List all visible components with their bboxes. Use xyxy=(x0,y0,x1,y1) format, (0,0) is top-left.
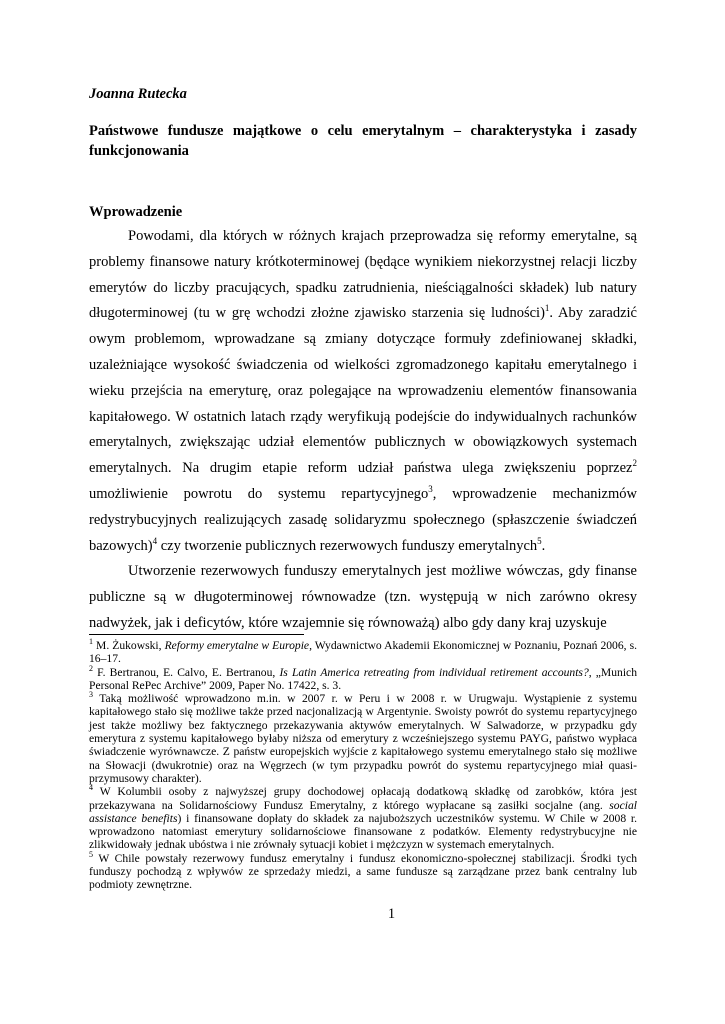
footnote-text: Wydawnictwo Akademii Ekonomicznej w Poznaniu, Poznań 2006, s. 16–17. xyxy=(89,639,637,666)
footnote-ref-5: 5 xyxy=(537,535,542,546)
footnote-ref-1: 1 xyxy=(544,303,550,314)
footnote-number: 3 xyxy=(89,690,93,700)
footnote-2 xyxy=(89,663,637,693)
footnote-text: Taką możliwość wprowadzono m.in. w 2007 r. w Peru i w 2008 r. w Urugwaju. Wystąpienie z systemu kapitałowego stało się możliwe także przed nacjonalizacją w Argentynie. Swoisty powrót do systemu repartycyjnego jest także możliwy bez faktycznego przekazywania aktywów emerytalnych. W Salwadorze, w przypadku gdy emerytura z systemu kapitałowego byłaby niższa od emerytury z wcześniejszego systemu PAYG, państwo wypłaca świadczenie wyrównawcze. Z państw europejskich wyjście z kapitałowego systemu emerytalnego stało się możliwe na Słowacji (dwukrotnie) oraz na Węgrzech (w tym przypadku powrót do systemu repartycyjnego miał quasi-przymusowy charakter). xyxy=(89,692,637,785)
footnote-text: W Chile powstały rezerwowy fundusz emerytalny i fundusz ekonomiczno-społecznej stabilizacji. Środki tych funduszy pochodzą z wpływów ze sprzedaży miedzi, a same fundusze są zarządzane przez bank centralny lub podmioty zewnętrzne. xyxy=(89,851,637,892)
footnote-5 xyxy=(89,849,637,892)
footnote-number: 4 xyxy=(89,783,93,793)
page-number: 1 xyxy=(387,906,396,922)
section-heading: Wprowadzenie xyxy=(89,204,183,220)
footnote-ref-2: 2 xyxy=(632,458,637,469)
body-paragraph-1 xyxy=(89,224,637,559)
footnote-number: 2 xyxy=(89,663,93,673)
footnote-number: 5 xyxy=(89,849,93,859)
footnote-1 xyxy=(89,639,637,666)
body-paragraph-2: Utworzenie rezerwowych funduszy emerytalnych jest możliwe wówczas, gdy finanse publiczne są w długoterminowej równowadze (tzn. występują w nich zarówno okresy nadwyżek, jak i deficytów, które wzajemnie się równoważą) albo gdy dany kraj uzyskuje xyxy=(89,563,637,631)
footnote-text: F. Bertranou, E. Calvo, E. Bertranou, xyxy=(93,665,280,679)
footnote-italic-text: Is Latin America retreating from individual retirement accounts? xyxy=(279,665,589,679)
paragraph-text: , wprowadzenie mechanizmów redystrybucyjnych realizujących zasadę solidaryzmu społecznego (spłaszczenie świadczeń bazowych) xyxy=(89,485,637,554)
footnote-number: 1 xyxy=(89,637,93,647)
footnote-text: W Kolumbii osoby z najwyższej grupy dochodowej opłacają dodatkową składkę od zarobków, która jest przekazywana na Solidarnościowy Fundusz Emerytalny, z którego wypłacane są zasiłki socjalne (ang. xyxy=(89,785,637,812)
footnote-text: ) i finansowane dopłaty do składek za najuboższych uczestników systemu. W Chile w 2008 r. wprowadzono natomiast emerytury solidarnościowe finansowane z podatków. Elementy redystrybucyjne nie zlikwidowały jednak ubóstwa i nie zrównały sytuacji kobiet i mężczyzn w systemach emerytalnych. xyxy=(89,811,637,852)
footnote-ref-4: 4 xyxy=(152,535,158,546)
paragraph-text: czy tworzenie publicznych rezerwowych funduszy emerytalnych xyxy=(157,537,538,554)
paragraph-text: . xyxy=(541,537,546,554)
paragraph-text: umożliwienie powrotu do systemu repartycyjnego xyxy=(89,485,429,502)
author-name: Joanna Rutecka xyxy=(89,86,187,102)
footnote-ref-3: 3 xyxy=(428,484,433,495)
footnote-text: M. Żukowski, xyxy=(93,639,165,652)
paragraph-text: . Aby zaradzić owym problemom, wprowadzane są zmiany dotyczące formuły zdefiniowanej składki, uzależniające wysokość świadczenia od wielkości zgromadzonego kapitału emerytalnego i wieku przejścia na emeryturę, oraz polegające na wprowadzeniu elementów finansowania kapitałowego. W ostatnich latach rządy weryfikują podejście do indywidualnych rachunków emerytalnych, zwiększając udział elementów publicznych w obowiązkowych systemach emerytalnych. Na drugim etapie reform udział państwa ulega zwiększeniu poprzez xyxy=(89,305,637,477)
footnote-italic-text: Reformy emerytalne w Europie, xyxy=(164,639,312,652)
footnote-3 xyxy=(89,692,637,785)
footnote-separator xyxy=(89,634,304,635)
footnote-4 xyxy=(89,785,637,851)
body-text xyxy=(89,224,637,637)
footnote-italic-text: social assistance benefits xyxy=(89,798,637,825)
footnotes xyxy=(89,639,637,892)
article-title: Państwowe fundusze majątkowe o celu emerytalnym – charakterystyka i zasady funkcjonowania xyxy=(89,123,637,159)
paragraph-text: Powodami, dla których w różnych krajach przeprowadza się reformy emerytalne, są problemy finansowe natury krótkoterminowej (będące wynikiem niekorzystnej relacji liczby emerytów do liczby pracujących, spadku zatrudnienia, nieściągalności składek) lub natury długoterminowej (tu w grę wchodzi złożne zjawisko starzenia się ludności) xyxy=(89,228,637,322)
footnote-text: , „Munich Personal RePec Archive” 2009, Paper No. 17422, s. 3. xyxy=(89,665,637,692)
